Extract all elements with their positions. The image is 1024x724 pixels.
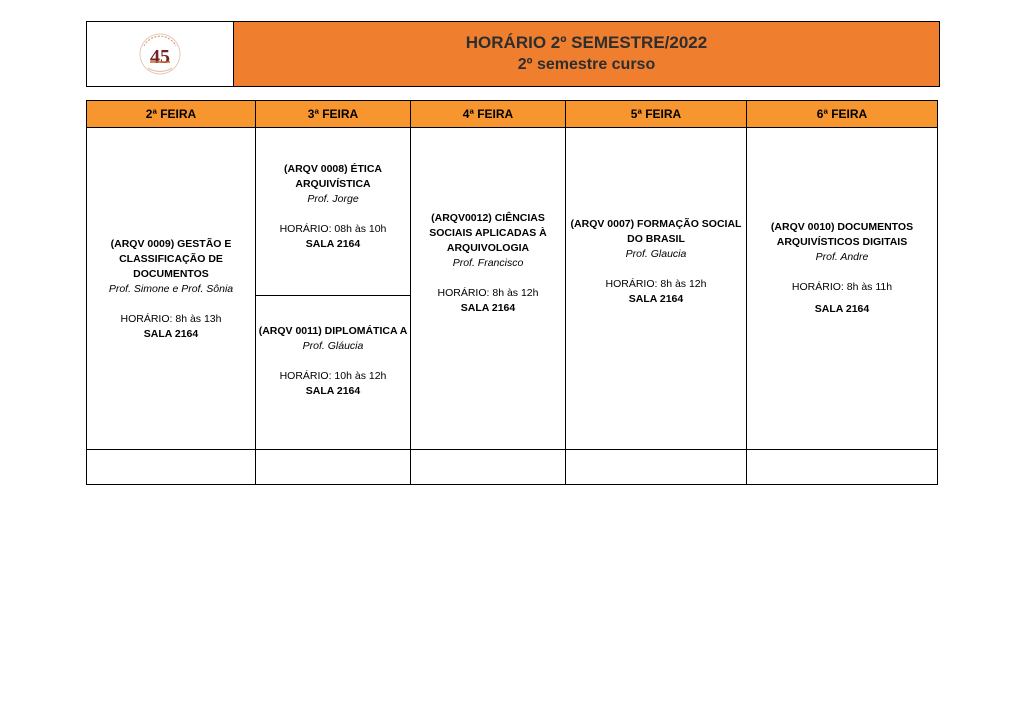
schedule-title: HORÁRIO 2º SEMESTRE/2022 [465,33,708,52]
course-entry [747,220,937,317]
course-room: SALA 2164 [143,328,199,340]
course-entry [87,237,255,342]
course-title-line: CLASSIFICAÇÃO DE [119,253,223,265]
course-title-line: DO BRASIL [627,233,685,245]
course-entry [256,162,410,252]
day-header: 3ª FEIRA [256,101,410,128]
course-room: SALA 2164 [628,293,684,305]
course-title-line: DOCUMENTOS [133,268,209,280]
day-column-thursday [566,100,747,485]
day-column-friday [747,100,938,485]
course-professor: Prof. Glaucia [625,248,687,260]
course-room: SALA 2164 [814,303,870,315]
day-footer-cell [747,450,937,484]
course-title-line: (ARQV 0009) GESTÃO E [110,238,232,250]
logo-cell [87,22,234,86]
course-professor: Prof. Simone e Prof. Sônia [108,283,234,295]
course-time: HORÁRIO: 8h às 12h [605,278,707,290]
course-time: HORÁRIO: 8h às 13h [120,313,222,325]
institution-logo-icon [138,32,182,76]
course-entry [256,324,410,399]
schedule-grid [86,100,938,485]
course-title-line: (ARQV 0011) DIPLOMÁTICA A [258,325,408,337]
day-body [256,128,410,450]
day-column-wednesday [411,100,566,485]
day-footer-cell [256,450,410,484]
day-footer-cell [566,450,746,484]
day-body [566,128,746,450]
course-entry [566,217,746,307]
course-room: SALA 2164 [460,302,516,314]
day-header: 4ª FEIRA [411,101,565,128]
course-title-line: (ARQV 0007) FORMAÇÃO SOCIAL [570,218,742,230]
course-title-line: ARQUIVOLOGIA [446,242,530,254]
day-footer-cell [87,450,255,484]
course-title-line: (ARQV 0008) ÉTICA [283,163,383,175]
schedule-subtitle: 2º semestre curso [517,56,656,73]
slot-divider [256,295,410,296]
day-body [747,128,937,450]
course-time: HORÁRIO: 8h às 11h [791,281,893,293]
course-entry [411,211,565,316]
course-professor: Prof. Jorge [307,193,359,205]
title-cell [234,22,939,86]
course-time: HORÁRIO: 08h às 10h [279,223,387,235]
course-professor: Prof. Andre [815,251,869,263]
day-header: 5ª FEIRA [566,101,746,128]
schedule-header [86,21,940,87]
day-footer-cell [411,450,565,484]
course-room: SALA 2164 [305,238,361,250]
course-professor: Prof. Francisco [452,257,524,269]
course-room: SALA 2164 [305,385,361,397]
svg-text:45: 45 [150,46,170,68]
course-professor: Prof. Gláucia [302,340,364,352]
day-header: 2ª FEIRA [87,101,255,128]
course-title-line: ARQUIVÍSTICOS DIGITAIS [776,236,908,248]
course-title-line: SOCIAIS APLICADAS À [429,227,547,239]
course-title-line: (ARQV 0010) DOCUMENTOS [770,221,914,233]
course-time: HORÁRIO: 8h às 12h [437,287,539,299]
day-column-monday [86,100,256,485]
course-title-line: (ARQV0012) CIÊNCIAS [431,212,545,224]
day-column-tuesday [256,100,411,485]
day-body [87,128,255,450]
course-time: HORÁRIO: 10h às 12h [279,370,387,382]
day-body [411,128,565,450]
course-title-line: ARQUIVÍSTICA [295,178,371,190]
day-header: 6ª FEIRA [747,101,937,128]
